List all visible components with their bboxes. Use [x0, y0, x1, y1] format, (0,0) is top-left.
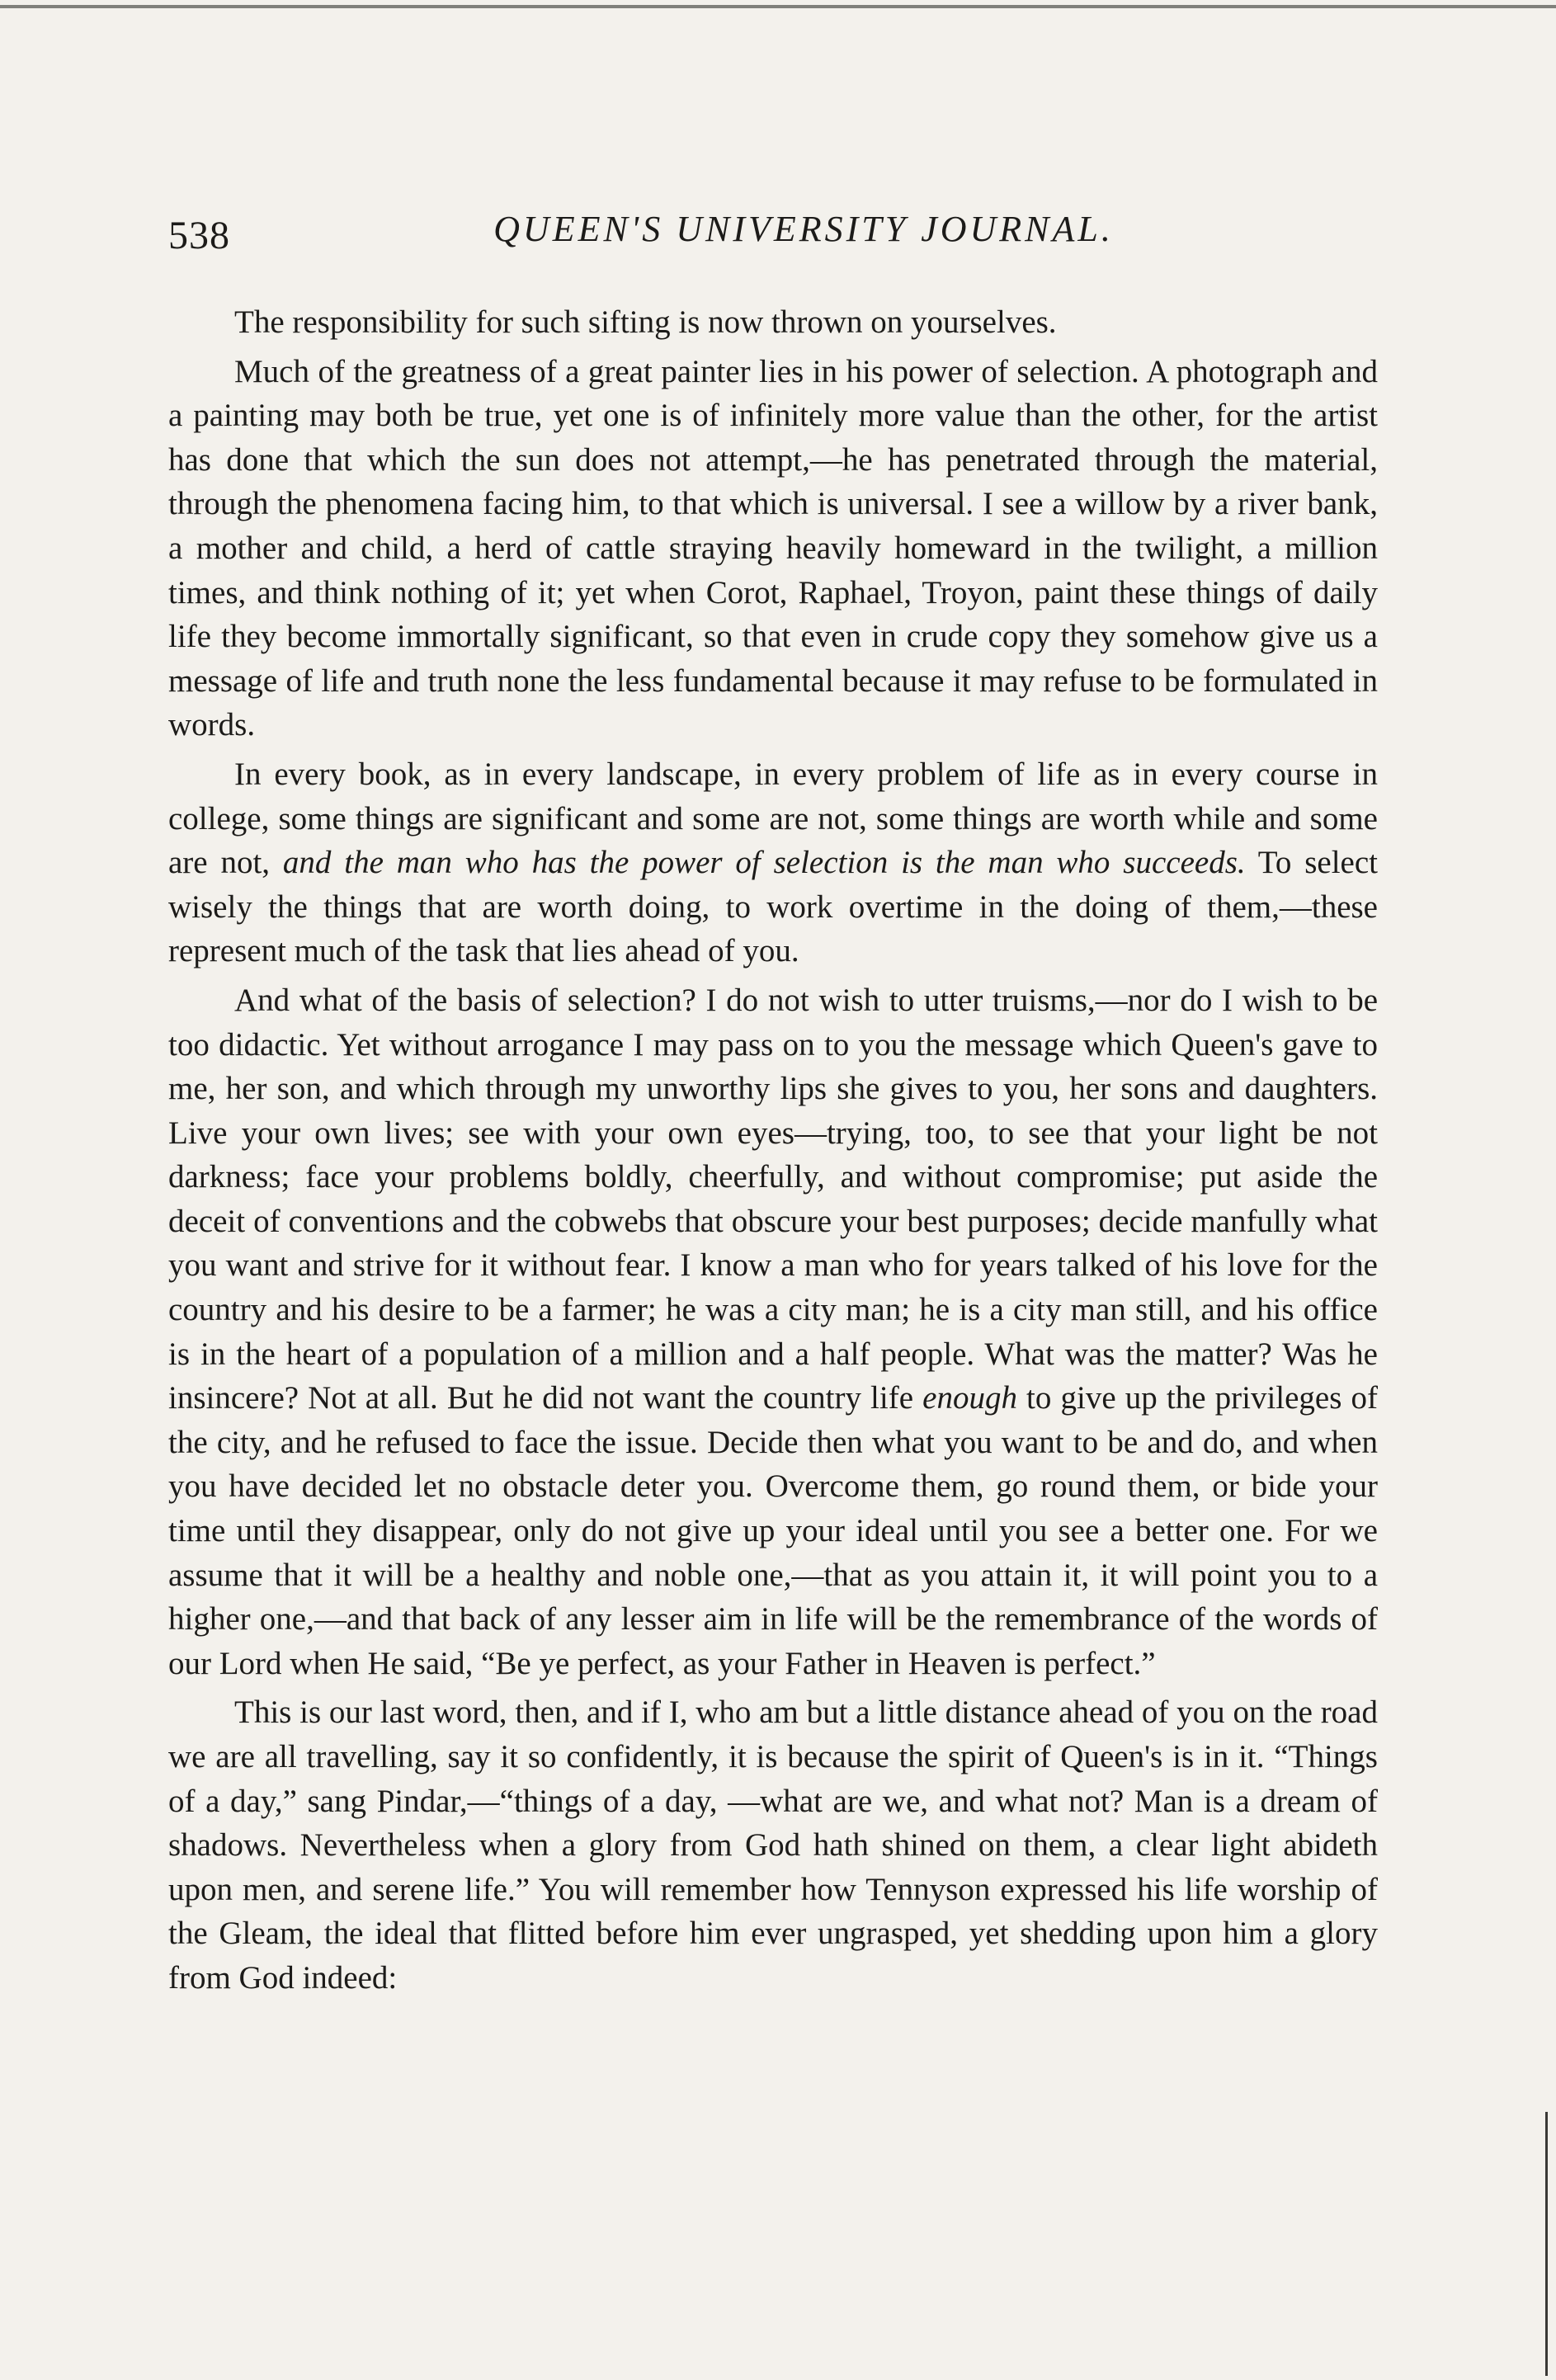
paragraph-text-after: To select wisely the things that are worth doing, to work overtime in the doing of them,—these represent much of the task that lies ahead of you.: [168, 845, 1378, 969]
article-body: [168, 300, 1378, 2005]
page-edge-rule: [1545, 2112, 1548, 2376]
paragraph-text-before: And what of the basis of selection? I do not wish to utter truisms,—nor do I wish to be too didactic. Yet without arrogance I may pass on to you the message which Queen's gave to me, her son, and which through my unworthy lips she gives to you, her sons and daughters. Live your own lives; see with your own eyes—trying, too, to see that your light be not darkness; face your problems boldly, cheerfully, and without compromise; put aside the deceit of conventions and the cobwebs that obscure your best purposes; decide manfully what you want and strive for it without fear. I know a man who for years talked of his love for the country and his desire to be a farmer; he was a city man; he is a city man still, and his office is in the heart of a population of a million and a half people. What was the matter? Was he insincere? Not at all. But he did not want the country life: [168, 982, 1378, 1416]
paragraph-2: [168, 350, 1378, 747]
paragraph-text: The responsibility for such sifting is now thrown on yourselves.: [234, 304, 1057, 340]
journal-title: QUEEN'S UNIVERSITY JOURNAL.: [493, 209, 1114, 249]
paragraph-3: [168, 752, 1378, 973]
paragraph-text: Much of the greatness of a great painter lies in his power of selection. A photograph and a painting may both be true, yet one is of infinitely more value than the other, for the artist has done that which the sun does not attempt,—he has penetrated through the material, through the phenomena facing him, to that which is universal. I see a willow by a river bank, a mother and child, a herd of cattle straying heavily homeward in the twilight, a million times, and think nothing of it; yet when Corot, Raphael, Troyon, paint these things of daily life they become immortally significant, so that even in crude copy they somehow give us a message of life and truth none the less fundamental because it may refuse to be formulated in words.: [168, 353, 1378, 743]
page-top-rule: [0, 5, 1556, 8]
paragraph-emphasis: enough: [922, 1380, 1017, 1416]
page-header: [168, 198, 1389, 264]
paragraph-1: [168, 300, 1378, 345]
paragraph-text-after: to give up the privileges of the city, and he refused to face the issue. Decide then what you want to be and do, and when you have decided let no obstacle deter you. Overcome them, go round them, or bide your time until they disappear, only do not give up your ideal until you see a better one. For we assume that it will be a healthy and noble one,—that as you attain it, it will point you to a higher one,—and that back of any lesser aim in life will be the remembrance of the words of our Lord when He said, “Be ye perfect, as your Father in Heaven is perfect.”: [168, 1380, 1379, 1681]
page-number: 538: [168, 214, 230, 257]
paragraph-text-before: In every book, as in every landscape, in every problem of life as in every course in college, some things are significant and some are not, some things are worth while and some are not,: [168, 756, 1378, 881]
paragraph-4: [168, 978, 1378, 1686]
paragraph-text: This is our last word, then, and if I, who am but a little distance ahead of you on the road we are all travelling, say it so confidently, it is because the spirit of Queen's is in it. “Things of a day,” sang Pindar,—“things of a day, —what are we, and what not? Man is a dream of shadows. Nevertheless when a glory from God hath shined on them, a clear light abideth upon men, and serene life.” You will remember how Tennyson expressed his life worship of the Gleam, the ideal that flitted before him ever ungrasped, yet shedding upon him a glory from God indeed:: [168, 1694, 1378, 1996]
paragraph-5: [168, 1690, 1378, 2000]
paragraph-emphasis: and the man who has the power of selection is the man who succeeds.: [282, 845, 1246, 881]
